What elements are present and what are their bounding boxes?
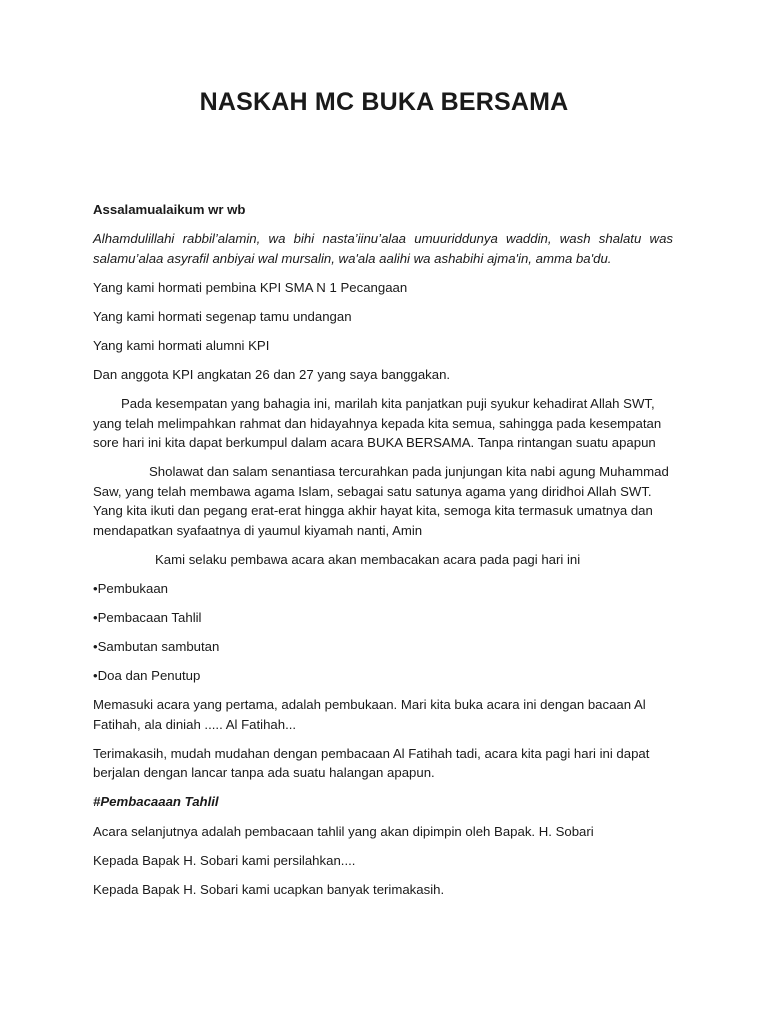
agenda-item-label: Pembukaan [97,580,169,596]
agenda-item-label: Doa dan Penutup [97,668,201,684]
greeting-line: Yang kami hormati segenap tamu undangan [93,308,352,324]
section-heading-tahlil: #Pembacaaan Tahlil [93,794,219,810]
opening-arabic-text: Alhamdulillahi rabbil’alamin, wa bihi nasta’iinu’alaa umuuriddunya waddin, wash shalatu was salamu’alaa asyrafil anbiyai wal mursalin, wa'ala aalihi wa ashabihi ajma'in, amma ba'du. [93,231,673,266]
bullet-icon: • [93,668,98,684]
thanks-paragraph: Terimakasih, mudah mudahan dengan pembacaan Al Fatihah tadi, acara kita pagi hari ini dapat berjalan dengan lancar tanpa ada suatu halangan apapun. [93,745,650,781]
tahlil-paragraph: Kepada Bapak H. Sobari kami ucapkan banyak terimakasih. [93,881,445,897]
document-body [93,200,673,909]
agenda-intro-paragraph: Kami selaku pembawa acara akan membacakan acara pada pagi hari ini [155,551,581,567]
document-title: NASKAH MC BUKA BERSAMA [199,88,569,116]
agenda-item [93,579,673,599]
greeting-line: Yang kami hormati alumni KPI [93,337,270,353]
bullet-icon: • [93,580,98,596]
agenda-item [93,666,673,686]
bullet-icon: • [93,609,98,625]
salam-greeting: Assalamualaikum wr wb [93,202,246,217]
agenda-item [93,637,673,657]
tahlil-paragraph: Acara selanjutnya adalah pembacaan tahlil yang akan dipimpin oleh Bapak. H. Sobari [93,823,594,839]
gratitude-paragraph: Pada kesempatan yang bahagia ini, marilah kita panjatkan puji syukur kehadirat Allah SWT, yang telah melimpahkan rahmat dan hidayahnya kepada kita semua, sahingga pada kesempatan sore hari ini kita dapat berkumpul dalam acara BUKA BERSAMA. Tanpa rintangan suatu apapun [93,396,662,451]
sholawat-paragraph: Sholawat dan salam senantiasa tercurahkan pada junjungan kita nabi agung Muhammad Saw, yang telah membawa agama Islam, sebagai satu satunya agama yang diridhoi Allah SWT. Yang kita ikuti dan pegang erat-erat hingga akhir hayat kita, semoga kita termasuk umatnya dan mendapatkan syafaatnya di yaumul kiyamah nanti, Amin [93,464,669,538]
agenda-item-label: Pembacaan Tahlil [97,609,202,625]
greeting-line: Dan anggota KPI angkatan 26 dan 27 yang saya banggakan. [93,366,451,382]
bullet-icon: • [93,639,98,655]
greeting-line: Yang kami hormati pembina KPI SMA N 1 Pecangaan [93,279,408,295]
tahlil-paragraph: Kepada Bapak H. Sobari kami persilahkan.... [93,852,356,868]
agenda-item-label: Sambutan sambutan [97,639,220,655]
agenda-item [93,608,673,628]
opening-paragraph: Memasuki acara yang pertama, adalah pembukaan. Mari kita buka acara ini dengan bacaan Al Fatihah, ala diniah ..... Al Fatihah... [93,697,646,732]
